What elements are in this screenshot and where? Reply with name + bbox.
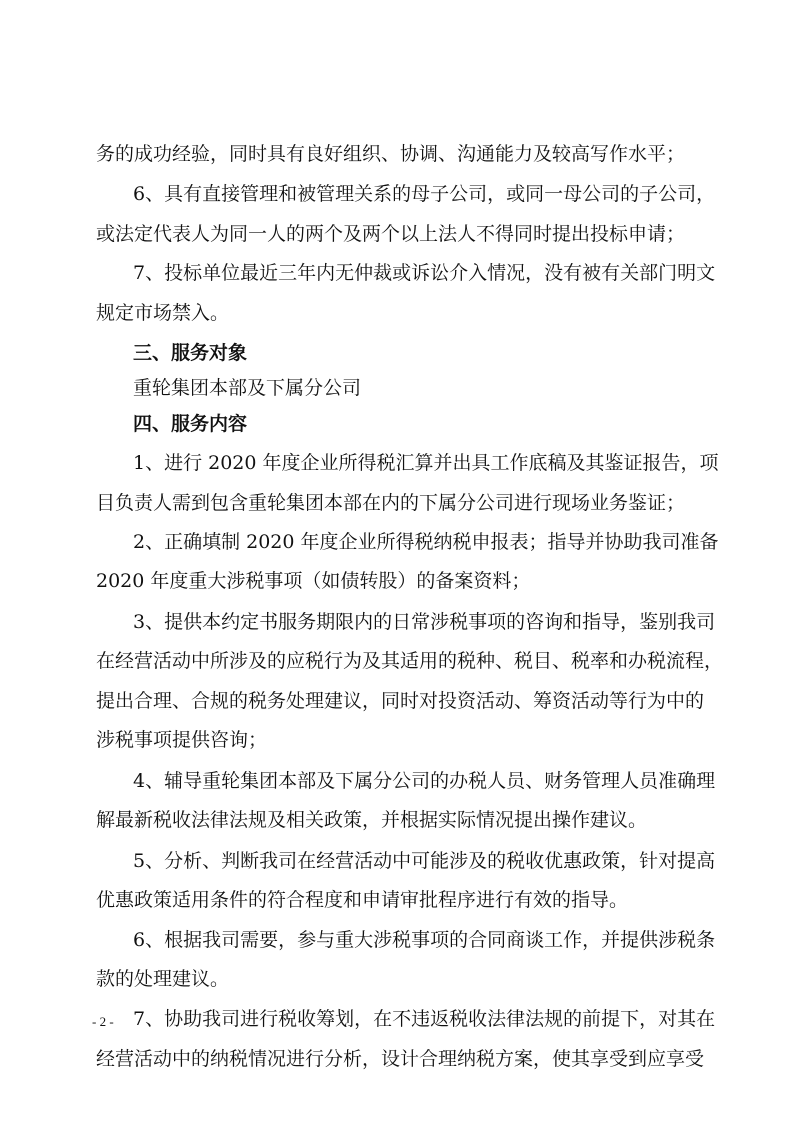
text-line: 优惠政策适用条件的符合程度和申请审批程序进行有效的指导。 xyxy=(96,889,629,911)
text-line: 务的成功经验，同时具有良好组织、协调、沟通能力及较高写作水平； xyxy=(96,143,686,165)
text-line: 6、具有直接管理和被管理关系的母子公司，或同一母公司的子公司， xyxy=(133,183,716,205)
text-line: 目负责人需到包含重轮集团本部在内的下属分公司进行现场业务鉴证； xyxy=(96,492,686,514)
section-heading: 四、服务内容 xyxy=(133,413,248,435)
text-line: 解最新税收法律法规及相关政策，并根据实际情况提出操作建议。 xyxy=(96,809,648,831)
section-heading: 三、服务对象 xyxy=(133,342,248,364)
text-line: 7、投标单位最近三年内无仲裁或诉讼介入情况，没有被有关部门明文 xyxy=(133,262,716,284)
text-line: 7、协助我司进行税收筹划，在不违返税收法律法规的前提下，对其在 xyxy=(133,1008,716,1030)
text-line: 或法定代表人为同一人的两个及两个以上法人不得同时提出投标申请； xyxy=(96,223,686,245)
text-line: 2、正确填制 2020 年度企业所得税纳税申报表；指导并协助我司准备 xyxy=(133,531,719,553)
text-line: 在经营活动中所涉及的应税行为及其适用的税种、税目、税率和办税流程， xyxy=(96,650,724,672)
text-line: 4、辅导重轮集团本部及下属分公司的办税人员、财务管理人员准确理 xyxy=(133,770,716,792)
text-line: 提出合理、合规的税务处理建议，同时对投资活动、筹资活动等行为中的 xyxy=(96,690,705,712)
page-number: - 2 - xyxy=(92,1014,114,1029)
text-line: 款的处理建议。 xyxy=(96,968,230,990)
text-line: 规定市场禁入。 xyxy=(96,302,230,324)
text-line: 经营活动中的纳税情况进行分析，设计合理纳税方案，使其享受到应享受 xyxy=(96,1048,705,1070)
text-line: 5、分析、判断我司在经营活动中可能涉及的税收优惠政策，针对提高 xyxy=(133,850,716,872)
text-line: 6、根据我司需要，参与重大涉税事项的合同商谈工作，并提供涉税条 xyxy=(133,929,716,951)
text-line: 1、进行 2020 年度企业所得税汇算并出具工作底稿及其鉴证报告，项 xyxy=(133,452,719,474)
text-line: 涉税事项提供咨询； xyxy=(96,729,268,751)
text-line: 3、提供本约定书服务期限内的日常涉税事项的咨询和指导，鉴别我司 xyxy=(133,611,716,633)
text-line: 2020 年度重大涉税事项（如债转股）的备案资料； xyxy=(96,570,531,592)
text-line: 重轮集团本部及下属分公司 xyxy=(133,377,362,399)
